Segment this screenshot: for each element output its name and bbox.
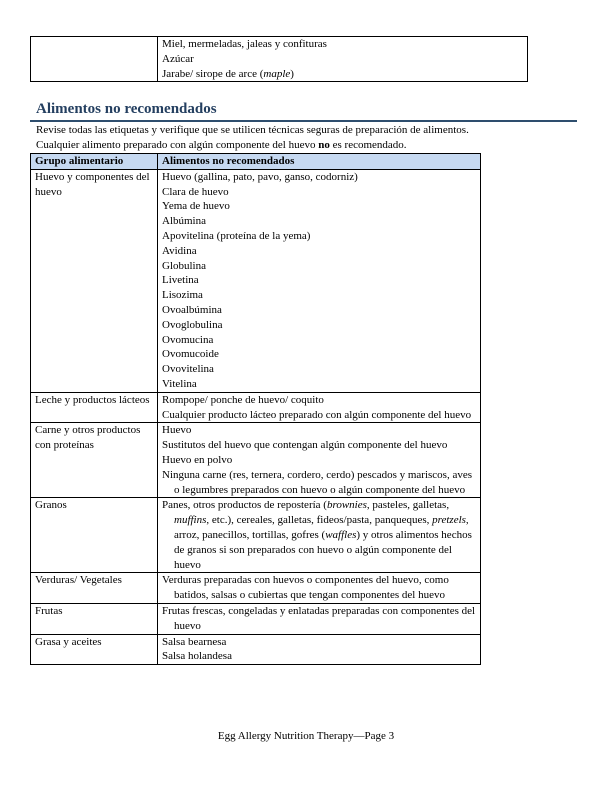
foods-cell xyxy=(158,392,481,423)
list-item: Frutas frescas, congeladas y enlatadas preparadas con componentes del huevo xyxy=(162,604,476,632)
table-row xyxy=(31,634,481,665)
food-group-cell: Huevo y componentes del huevo xyxy=(31,169,158,392)
list-item: Salsa bearnesa xyxy=(162,635,227,648)
foods-cell xyxy=(158,603,481,634)
list-item: Ovomucoide xyxy=(162,348,219,361)
list-item: Jarabe/ sirope de arce (maple) xyxy=(162,67,294,80)
list-item: Yema de huevo xyxy=(162,200,230,213)
table-row xyxy=(31,37,528,82)
list-item: Avidina xyxy=(162,244,197,257)
table-cell-empty xyxy=(31,37,158,82)
foods-cell xyxy=(158,423,481,498)
intro-line-2: Cualquier alimento preparado con algún componente del huevo no es recomendado. xyxy=(36,139,407,151)
food-group-cell: Carne y otros productos con proteínas xyxy=(31,423,158,498)
list-item: Verduras preparadas con huevos o componentes del huevo, como batidos, salsas o cubiertas que tengan componentes del huevo xyxy=(162,574,449,602)
list-item: Albúmina xyxy=(162,215,206,228)
list-item: Ovomucina xyxy=(162,333,214,346)
list-item: Globulina xyxy=(162,259,206,272)
foods-cell xyxy=(158,498,481,573)
list-item: Ovoalbúmina xyxy=(162,303,222,316)
list-item: Ninguna carne (res, ternera, cordero, cerdo) pescados y mariscos, aves o legumbres preparados con huevo o algún componente del huevo xyxy=(162,468,472,496)
table-row xyxy=(31,423,481,498)
list-item: Ovovitelina xyxy=(162,363,214,376)
foods-cell xyxy=(158,573,481,604)
list-item: Huevo xyxy=(162,424,192,437)
list-item: Miel, mermeladas, jaleas y confituras xyxy=(162,38,327,50)
list-item: Salsa holandesa xyxy=(162,650,232,663)
list-item: Huevo en polvo xyxy=(162,453,233,466)
food-group-cell: Granos xyxy=(31,498,158,573)
foods-cell xyxy=(158,634,481,665)
list-item: Apovitelina (proteína de la yema) xyxy=(162,229,311,242)
section-divider xyxy=(30,120,577,122)
list-item: Huevo (gallina, pato, pavo, ganso, codorniz) xyxy=(162,170,358,183)
list-item: Rompope/ ponche de huevo/ coquito xyxy=(162,393,324,406)
list-item: Sustitutos del huevo que contengan algún componente del huevo xyxy=(162,439,448,452)
food-group-cell: Verduras/ Vegetales xyxy=(31,573,158,604)
table-header-row xyxy=(31,154,481,170)
list-item: Vitelina xyxy=(162,377,197,390)
list-item: Lisozima xyxy=(162,289,203,302)
list-item: Clara de huevo xyxy=(162,185,229,198)
list-item: Livetina xyxy=(162,274,199,287)
food-group-cell: Leche y productos lácteos xyxy=(31,392,158,423)
section-intro xyxy=(36,123,596,153)
column-header-group: Grupo alimentario xyxy=(31,154,158,170)
continued-table xyxy=(30,36,528,82)
table-row xyxy=(31,498,481,573)
table-row xyxy=(31,573,481,604)
list-item: Azúcar xyxy=(162,52,194,65)
food-group-cell: Frutas xyxy=(31,603,158,634)
section-title: Alimentos no recomendados xyxy=(36,101,217,117)
not-recommended-table xyxy=(30,153,481,665)
column-header-foods: Alimentos no recomendados xyxy=(158,154,481,170)
page-footer: Egg Allergy Nutrition Therapy—Page 3 xyxy=(217,730,395,742)
list-item: Cualquier producto lácteo preparado con algún componente del huevo xyxy=(162,408,472,421)
table-row xyxy=(31,392,481,423)
table-row xyxy=(31,169,481,392)
intro-line-1: Revise todas las etiquetas y verifique que se utilicen técnicas seguras de preparación de alimentos. xyxy=(36,124,469,136)
list-item: Ovoglobulina xyxy=(162,318,223,331)
food-group-cell: Grasa y aceites xyxy=(31,634,158,665)
list-item: Panes, otros productos de repostería (brownies, pasteles, galletas, muffins, etc.), cereales, galletas, fideos/pasta, panqueques, pretzels, arroz, panecillos, tortillas, gofres (waffles) y otros alimentos hechos de granos si son preparados con huevo o algún componente del huevo xyxy=(162,499,472,571)
table-cell-foods xyxy=(158,37,528,82)
table-row xyxy=(31,603,481,634)
foods-cell xyxy=(158,169,481,392)
